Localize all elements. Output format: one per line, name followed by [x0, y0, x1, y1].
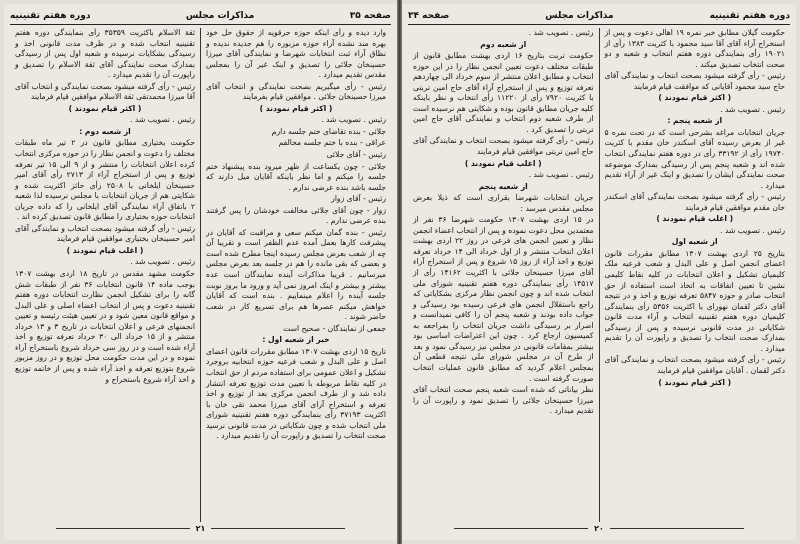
paragraph: جلائی - بنده تقاضای ختم جلسه دارم [271, 126, 386, 136]
paragraph: رئیس . تصویب شد . [528, 28, 594, 37]
paragraph: رئیس - رأی گرفته میشود بصحت انتخاب و نمایندگی آقای حاج امین تربتی موافقین قیام فرمایند [413, 136, 594, 157]
paragraph: رئیس . تصویب شد . [130, 115, 195, 125]
paragraph: رئیس - رأی گرفته میشود بصحت انتخاب و نمایندگی آقای امیر حسینخان بختیاری موافقین قیام فرمایند [15, 223, 195, 244]
paragraph: رئیس - رأی گرفته میشود بصحت انتخاب و نمایندگی آقای حاج سید محمود آقایانی که موافقت قیام فرمایند [604, 71, 785, 91]
paragraph: حکومت مشهد مقدس در تاریخ ۱۸ اردی بهشت ۱۳۰۷ بوجب ماده ۱۴ قانون انتخابات ۳۶ نفر از طبقات شش گانه را برای تشکیل انجمن نظارت انتخابات دوره هفتم تقنینیه دعوت و پس از انتخاب اعضاء اصلی و علی البدل و مواقع قانون معین شود و در تعیین هیئت رئیسه و تعیین انجمنهای فرعی و اعلان انتخابات در تاریخ ۳ و ۱۳ خرداد منتشر و از ۱۵ خرداد الی ۳۰ خرداد تعرفه توزیع و اخذ آراء شده است و در روز سی خرداد شروع باستخراج آراء نموده و در این مدت حکومت محل توزیع و در روز مزبور شروع بتوزیع تعرفه و اخذ آراء شده و پس از خاتمه توزیع و اخذ آراء شروع باستخراج و [15, 269, 196, 384]
paragraph: ( اکثر قیام نمودند ) [68, 103, 142, 113]
paragraph: ( اکثر قیام نمودند ) [658, 377, 732, 387]
paragraph: رئیس . تصویب شد . [720, 225, 785, 235]
paragraph: رئیس . تصویب شد . [130, 257, 195, 267]
left-page-columns [10, 28, 391, 522]
paragraph: جلائی - چون یکساعت از ظهر میرود بنده پیشنهاد ختم جلسه را میکنم و اما نظر باینکه آقایان میل دارند که جلسه باشد بنده عرضی ندارم . [206, 161, 386, 192]
paragraph: حکومت تربت بتاریخ ۱۶ اردی بهشت مطابق قانون از طبقات مختلف دعوت تعیین انجمن نظار را در این حوزه انتخاب و مطابق اعلان منتشر از سوم خرداد الی چهاردهم تعرفه توزیع و پس از استخراج آراء آقای حاج امین تربتی با کثریت ۷۹۲۰ رأی از ۱۱۲۲۰ رأی انتخاب و نظر باینکه کلیه جریان مطابق قانون بوده و شکایتی هم نرسیده است از طرف شعبه دوم انتخاب و نمایندگی آقای حاج امین تربتی را تصدیق کرد . [413, 51, 594, 134]
left-page [4, 4, 397, 540]
paragraph: بتاریخ ۲۵ اردی بهشت ۱۳۰۷ مطابق مقررات قانون اعضای انجمن اصل و علی البدل و شعب فرعیه ملک کلیمیان تشکیل و اعلان انتخابات در کلیه نقاط کلیمی نشین تا تعیین اتفاقات به اتخاذ است استفاده از حق انتخاب صادر و حوزه ۵۸۴۷ تعرفه توزیع و اخذ و در نتیجه آقای دکتر لقمان نهورای با اکثریت ۵۳۵۶ رأی بنمایندگی کلیمیان دوره هفتم تقنینیه انتخاب و آراء مدت قانون شکایاتی در مدت قانونی نرسیده و پس از رسیدگی بمدارک صحت انتخاب را تصدیق و راپورت آن را تقدیم میدارد . [604, 248, 785, 353]
paragraph: از شعبه دوم : [79, 126, 131, 136]
paragraph: رئیس - آقای جلائی [326, 150, 386, 160]
right-page-columns [408, 28, 790, 522]
right-page-column-right [600, 28, 791, 522]
paragraph: تاریخ ۱۵ اردی بهشت ۱۳۰۷ مطابق مقررات قانون اعضای اصل و علی البدل و شعب فرعیه حوزه انتخابیه بروجرد تشکیل و اعلان عمومی برای استفاده مردم از حق انتخاب در کلیه نقاط مربوطه با تعیین مدت توزیع تعرفه انتشار داده شد و از طرف انجمن مرکزی بعد از توزیع و اخذ تعرفه و استخراج آرای آقای میرزا محمد تقی خان با اکثریت ۳۷۱۹۳ رأی بنمایندگی دوره هفتم تقنینیه شورای ملی انتخاب شده و چون شکایاتی در مدت قانونی نرسید صحت انتخاب را تصدیق و راپورت آن را تقدیم میدارد . [206, 346, 386, 441]
right-page-title: مذاکرات مجلس [545, 11, 614, 21]
right-page-label: صفحه ۳۴ [408, 11, 450, 21]
right-page-series: دوره هفتم تقنينيه [709, 11, 790, 21]
paragraph: از شعبه اول [671, 237, 718, 247]
paragraph: رئیس . تصویب شد . [528, 170, 594, 180]
paragraph: رئیس - رأی گرفته میشود بصحت نمایندگی آقای اسکندر خان مقدم موافقین قیام فرمایند [604, 192, 785, 212]
paragraph: ( اغلب قیام نمودند ) [464, 158, 542, 168]
paragraph: ثقة الاسلام باکثریت ۳۵۳۵۹ رأی بنمایندگی دوره هفتم تقنینیه انتخاب شده و در ظرف مدت قانونی اخذ و رسیدگی بشکایات نرسیده و شعبه اول پس از رسیدگی بمدارک صحت نمایندگی آقای ثقة الاسلام را تصدیق و راپورت آن را تقدیم میدارد . [15, 28, 195, 80]
right-page-header [408, 8, 790, 25]
paragraph: جمعی از نمایندگان - صحیح است [283, 323, 386, 333]
right-page-footer [408, 524, 790, 536]
paragraph: حکومت بختیاری مطابق قانون در ۲ تیر ماه طبقات مختلف را دعوت و انجمن نظار را در حوزه مرکزی انتخاب کرده اعلان انتخابات را منتشر و از ۹ الی ۱۵ تیر تعرفه توزیع و پس از استخراج آراء از ۲۷۱۳ رأی آقای امیر حسینخان ایلخانی با ۲۵۰۸ رأی حائز اکثریت شده و شکایتی هم از جریان انتخابات با مجلس نرسیده لذا شعبه ۲ باتفاق آراء نمایندگی آقای ایلخانی را که داده جریان انتخابات حوزه بختیاری را مطابق قانون تصدیق کرده اند . [15, 138, 195, 222]
paragraph: رئیس - بنده گمان میکنم سعی و مراقبت که آقایان در پیشرفت کارها بعمل آمده عدم الظفر است و تقریبا آن چه از شعب بعرض مجلس رسیده اینجا مطرح شده است و بعضی که بقی مانده را هم در جلسه بعد بعرض مجلس میرسانیم . قریبا مذاکرات آینده نمایندگان است عده بیشتر و بیشتر و اینک امروز نمی آید و ورود ما بروز نوبت جلسه آینده را اعلام مینماییم . بنده است که آقایان خواهش میکنم عصرها هم برای تسریع کار در شعب حاضر شوند . [206, 227, 386, 322]
paragraph: حکومت گیلان مطابق خبر نمره ۱۹ اهالی دعوت و پس از استخراج آراء آقای آقا سید محمود با کثریت ۱۳۸۳ رأی از ۱۹۰۲۱ رأی بنمایندگی دوره هفتم انتخاب و شعبه و دو صحت انتخاب تصدیق میکند . [604, 28, 785, 69]
left-page-footer [10, 524, 391, 536]
left-page-column-left [10, 28, 200, 522]
paragraph: از شعبه پنجم [478, 181, 528, 191]
right-page [402, 4, 796, 540]
paragraph: از شعبه پنجم : [667, 116, 723, 126]
left-page-column-right [201, 28, 391, 522]
paragraph: ( اغلب قیام نمودند ) [66, 245, 144, 255]
paragraph: رئیس - آقای زوار [331, 194, 386, 204]
paragraph: نظر بیاناتی که شده است شعبه پنجم صحت انتخاب آقای میرزا حسینخان جلائی را تصدیق نمود و راپورت آن را تقدیم میدارد . [413, 385, 594, 416]
paragraph: در ۱۵ اردی بهشت ۱۳۰۷ حکومت شهرضا ۳۶ نفر از معتمدین محل دعوت نموده و پس از انتخاب اعضاء انجمن نظار و تعیین انجمن های فرعی در روز ۲۲ اردی بهشت اعلان انتخاب منتشر و از اول خرداد الی ۱۴ خرداد تعرفه توزیع و اخذ آراء از روز ۱۵ شروع و پس از استخراج آراء آقای میرزا حسینخان جلائی با اکثریت ۱۴۱۶۲ رأی از ۱۴۵۱۷ رأی بنمایندگی دوره هفتم تقنینیه شورای ملی انتخاب شده اند و چون انجمن نظار مرکزی بشکایاتی که راجع باستقلال انجمن های فرعی رسیده بود رسیدگی و جواب داده بودند و شعبه پنجم آن را کافی نمیدانست و اصرار بر رسیدگی داشت جریان انتخاب را بمراجعه به کمیسیون ارجاع کرد . چون این اعتراضات اساسی بود بیشتر بمقامات قانونی در مجلس نیز رسیدگی نمود و بعد از طرح آن در مجلس شورای ملی نتیجه قطعی آن بمجلس اعلام گردید که مطابق قانون عملیات انتخاب صورت گرفته است . [413, 215, 594, 383]
paragraph: ( اکثر قیام نمودند ) [658, 93, 732, 103]
right-page-number: ۲۰ [594, 524, 604, 533]
paragraph: رئیس . تصویب شد . [720, 104, 785, 114]
paragraph: جریان انتخابات مراغه بشرحی است که در تحت نمره ۵ غیر از بعرض رسیده آقای اسکندر خان مقدم با کثریت ۱۹۷۴۰ رأی از ۳۳۱۹۲ رأی در دوره هفتم نمایندگی انتخاب شده اند و شعبه پنجم پس از رسیدگی بمدارک موضوعه صحت نمایندگی ایشان را تصدیق و اینک غیر از آراء تقدیم میدارد . [604, 127, 785, 190]
paragraph: جریان انتخابات شهرضا بقراری است که ذیلا بعرض مجلس مقدس میرسد : [413, 193, 594, 213]
right-page-column-left [408, 28, 599, 522]
left-page-header [10, 8, 391, 25]
left-page-title: مذاکرات مجلس [185, 11, 255, 21]
paragraph: از شعبه دوم [480, 39, 527, 49]
paragraph: زوار - چون آقای جلائی مخالفت خودشان را پس گرفتند بنده عرضی ندارم . [206, 205, 386, 226]
paragraph: خبر از شعبه اول : [262, 335, 330, 345]
paragraph: رئیس - رأی گرفته میشود بصحت انتخاب و نمایندگی آقای دکتر لقمان . آقایان موافقین قیام فرمایند [604, 355, 785, 375]
paragraph: ( اکثر قیام نمودند ) [259, 103, 333, 113]
left-page-label: صفحه ۳۵ [349, 11, 391, 21]
paragraph: عراقی - بنده با ختم جلسه مخالفم [278, 138, 386, 148]
paragraph: رئیس - رأی میگیریم بصحت نمایندگی و انتخاب آقای میرزا حسینخان جلائی . موافقین قیام بفرمایند [206, 81, 386, 102]
paragraph: رئیس . تصویب شد . [321, 115, 386, 125]
left-page-series: دوره هفتم تقنينيه [10, 11, 91, 21]
paragraph: رئیس - رأی گرفته میشود بصحت نمایندگی و انتخاب آقای آقا میرزا محمدتقی ثقة الاسلام موافقین قیام فرمایند [15, 81, 195, 102]
paragraph: وارد دیده و رأی اینکه حوزه جرقویه از حقوق حل خود بهره مند نشده آراء حوزه مزبوره را هم جدیده ندیده و نظاق آراء ثبت انتخابات شهرضا و نمایندگی آقای میرزا حسینخان جلائی را تصدیق و اینک غیر آن را بمجلس مقدس تقدیم میدارد . [206, 28, 386, 80]
left-page-number: ۲۱ [195, 524, 206, 533]
paragraph: ( اغلب قیام نمودند ) [656, 214, 734, 224]
